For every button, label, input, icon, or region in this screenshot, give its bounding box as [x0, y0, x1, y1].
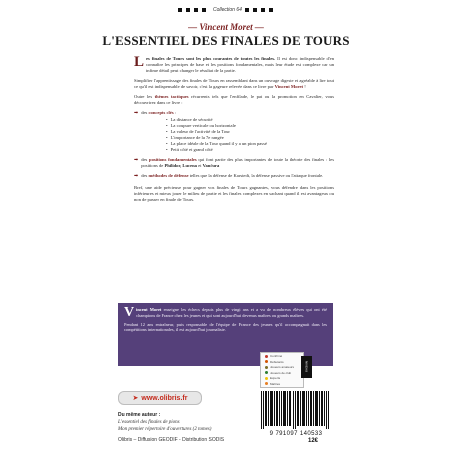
- simplify-paragraph: [134, 78, 334, 90]
- list-item: • La valeur de l'activité de la Tour: [166, 129, 334, 135]
- theme-positions: [134, 157, 334, 169]
- theme-prefix: des: [141, 157, 150, 162]
- themes-paragraph: [134, 94, 334, 106]
- simplify-text: Simplifier l'apprentissage des finales de Tours en rassemblant dans un ouvrage digeste et agréable à lire tout ce qu'il est indispensable de savoir, c'est la gageure relevée dans ce livre par: [134, 78, 334, 89]
- website-url: www.olibris.fr: [141, 394, 188, 402]
- theme-bold: méthodes de défense: [148, 173, 189, 178]
- level-row: [265, 376, 303, 381]
- theme-rest: telles que la défense de Karstedt, la défense passive ou l'attaque frontale.: [188, 173, 324, 178]
- bio-name: incent Moret: [136, 307, 162, 312]
- theme-bold: positions fondamentales: [149, 157, 197, 162]
- themes-bold: thèmes tactiques: [154, 94, 189, 99]
- arrow-icon: ➡: [134, 173, 139, 179]
- list-item: • La coupure verticale ou horizontale: [166, 123, 334, 129]
- back-cover-text: [134, 56, 334, 207]
- level-dot: [265, 377, 268, 380]
- price: 12€: [308, 438, 319, 444]
- theme-last: Vančura: [202, 163, 220, 168]
- author-name: Vincent Moret: [274, 84, 304, 89]
- arrow-icon: ➡: [134, 157, 139, 163]
- themes-text-b: récurrents tels que l'enfilade, le pat ou la promotion en Cavalier, vous découvrirez dans ce livre :: [134, 94, 335, 105]
- barcode-icon: [258, 389, 334, 429]
- intro-paragraph: [134, 56, 334, 74]
- theme-concepts: [134, 110, 334, 153]
- also-book-2: Mon premier répertoire d'ouvertures (2 tomes): [118, 427, 212, 432]
- also-book-1: L'essentiel des finales de pions: [118, 420, 180, 425]
- theme-defense: [134, 173, 334, 179]
- arrow-right-icon: ➤: [132, 394, 139, 402]
- level-dot: [265, 366, 268, 369]
- level-seal: NIVEAU: [301, 356, 312, 378]
- book-title: L'ESSENTIEL DES FINALES DE TOURS: [102, 33, 350, 48]
- website-link[interactable]: [118, 391, 202, 405]
- intro-bold: es finales de Tours sont les plus courantes de toutes les finales.: [146, 56, 276, 61]
- level-dot: [265, 360, 268, 363]
- checkerboard-icon: [178, 8, 210, 12]
- theme-prefix: des: [141, 173, 149, 178]
- also-by-heading: Du même auteur :: [118, 412, 161, 418]
- distribution-line: Olibris – Diffusion GEODIF - Distribution SODIS: [118, 437, 225, 443]
- bio-paragraph-2: Pendant 12 ans entraîneur, puis responsable de l'équipe de France des jeunes qu'il accompagnait dans les compétitions internationales, il est aujourd'hui journaliste.: [124, 321, 327, 333]
- collection-marker: [178, 7, 277, 13]
- dropcap: L: [134, 54, 145, 70]
- level-row: [265, 371, 303, 376]
- level-label: Joueurs de club: [270, 370, 292, 375]
- concepts-list: [166, 117, 334, 153]
- level-label: Joueurs amateurs: [270, 365, 295, 370]
- level-dot: [265, 355, 268, 358]
- list-item: • La place idéale de la Tour quand il y a un pion passé: [166, 141, 334, 147]
- theme-rest: :: [173, 110, 177, 115]
- intro-text: Il est donc indispensable d'en connaître les principes de base et les positions fondamentales, mais leur étude est complexe car un infime détail peut changer le résultat de la partie.: [146, 56, 335, 73]
- level-label: Maîtres: [270, 381, 281, 386]
- level-row: [265, 382, 303, 387]
- level-label: Débutants: [270, 359, 284, 364]
- list-item: • L'importance de la 7e rangée: [166, 135, 334, 141]
- level-dot: [265, 382, 268, 385]
- theme-rest: qui font partie des plus importantes de toute la théorie des finales : les positions de: [141, 157, 334, 168]
- isbn-number: 9 791097 140533: [269, 431, 323, 437]
- author-heading: — Vincent Moret —: [188, 22, 264, 32]
- summary-paragraph: Bref, une aide précieuse pour gagner vos finales de Tours gagnantes, vous défendre dans les positions inférieures et mieux jouer le milieu de partie et les finales complexes en sachant quand il est avantageux ou non de passer en finale de Tours.: [134, 185, 334, 202]
- list-item: • La distance de sécurité: [166, 117, 334, 123]
- simplify-end: !: [303, 84, 306, 89]
- level-row: [265, 360, 303, 365]
- list-item: • Petit côté et grand côté: [166, 147, 334, 153]
- bio-paragraph-1: [124, 307, 327, 319]
- level-dot: [265, 371, 268, 374]
- theme-bold: concepts clés: [148, 110, 174, 115]
- theme-prefix: des: [141, 110, 149, 115]
- level-label: Confirmé: [270, 354, 283, 359]
- level-label: Experts: [270, 376, 281, 381]
- arrow-icon: ➡: [134, 110, 139, 116]
- theme-and: et: [196, 163, 203, 168]
- level-row: [265, 354, 303, 359]
- checkerboard-icon: [245, 8, 277, 12]
- level-row: [265, 365, 303, 370]
- theme-names: Philidor, Lucena: [164, 163, 197, 168]
- bio-text-1: enseigne les échecs depuis plus de vingt ans et a vu de nombreux élèves qui ont été champions de France chez les jeunes et qui sont aujourd'hui devenus maîtres ou grands maîtres.: [136, 307, 327, 318]
- collection-label: Collection 64: [213, 7, 242, 13]
- themes-text-a: Outre les: [134, 94, 155, 99]
- level-sticker: [260, 352, 309, 388]
- bio-dropcap: V: [124, 305, 135, 320]
